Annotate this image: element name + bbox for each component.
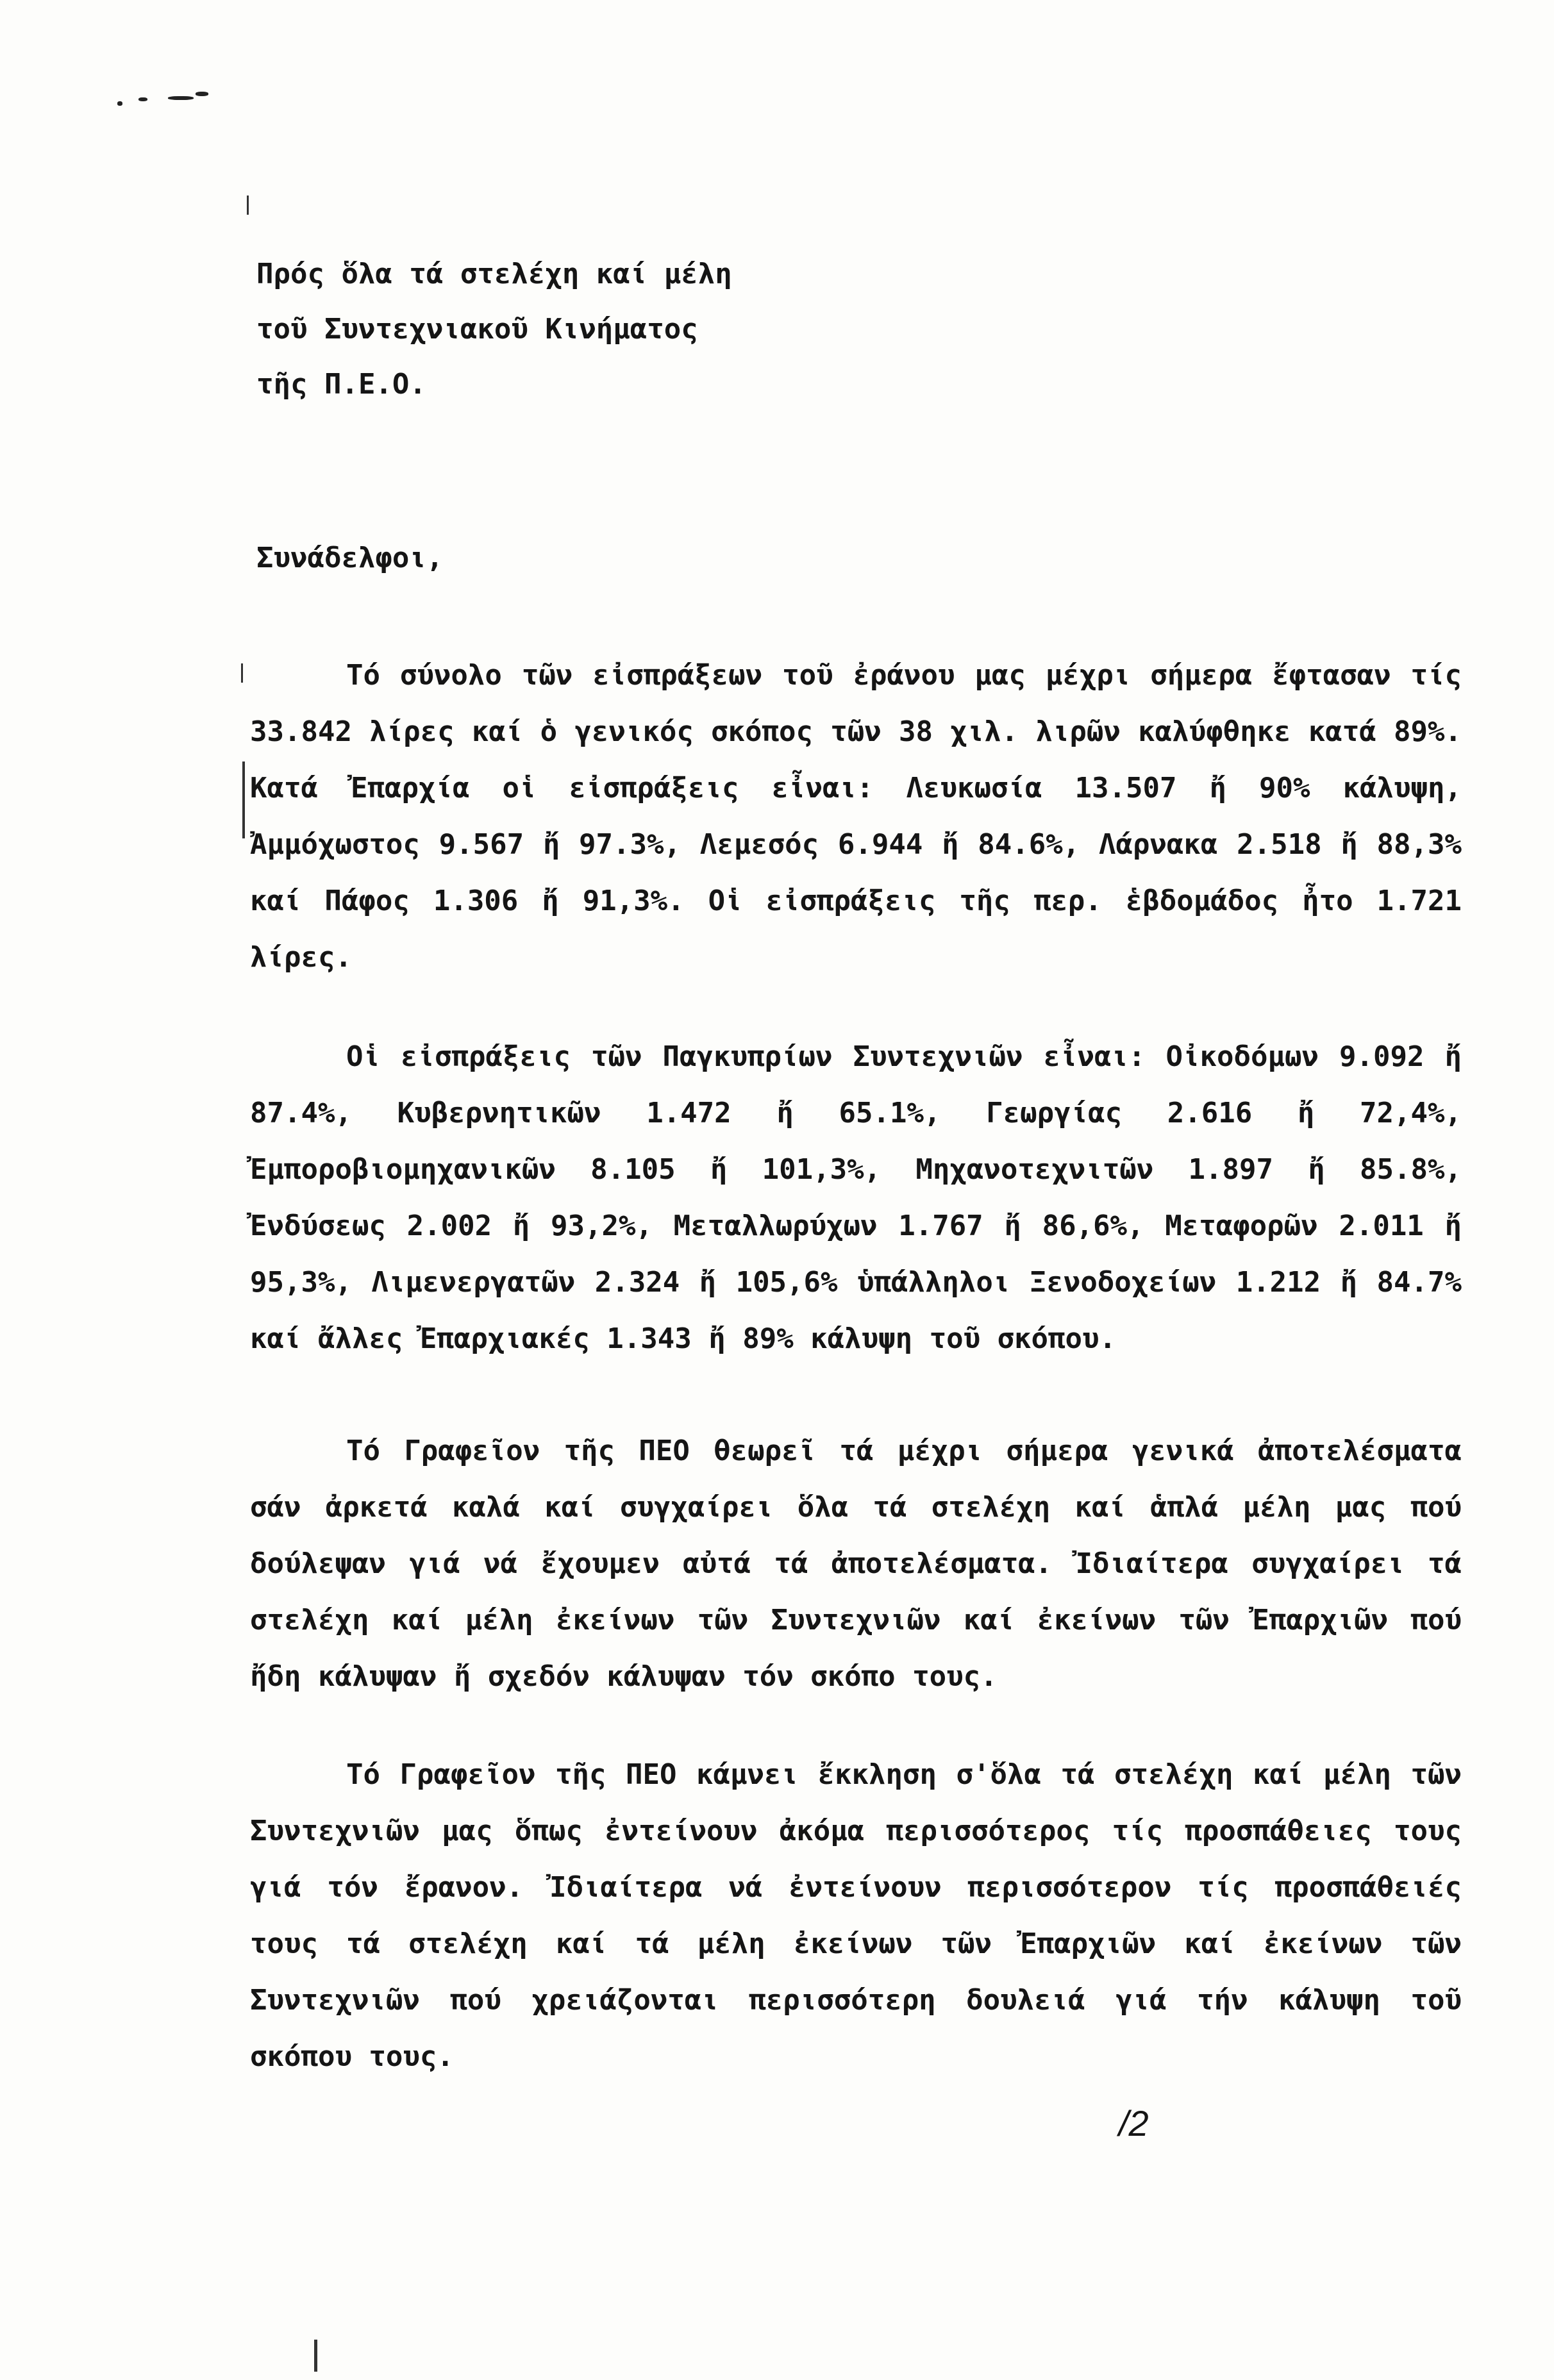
margin-mark — [242, 761, 245, 838]
address-line: τῆς Π.Ε.Ο. — [256, 368, 426, 401]
paragraph-congratulations: Τό Γραφεῖον τῆς ΠΕΟ θεωρεῖ τά μέχρι σήμερα γενικά ἀποτελέσματα σάν ἀρκετά καλά καί συγχαίρει ὅλα τά στελέχη καί ἁπλά μέλη μας πού δούλεψαν γιά νά ἔχουμεν αὐτά τά ἀποτελέσματα. Ἰδιαίτερα συγχαίρει τά στελέχη καί μέλη ἐκείνων τῶν Συντεχνιῶν καί ἐκείνων τῶν Ἐπαρχιῶν πού ἤδη κάλυψαν ἤ σχεδόν κάλυψαν τόν σκόπο τους. — [250, 1435, 1462, 1693]
salutation: Συνάδελφοι, — [256, 542, 444, 574]
paragraph-collections-by-district: Τό σύνολο τῶν εἰσπράξεων τοῦ ἐράνου μας μέχρι σήμερα ἔφτασαν τίς 33.842 λίρες καί ὁ γενικός σκόπος τῶν 38 χιλ. λιρῶν καλύφθηκε κατά 89%. Κατά Ἐπαρχία οἱ εἰσπράξεις εἶναι: Λευκωσία 13.507 ἤ 90% κάλυψη, Ἀμμόχωστος 9.567 ἤ 97.3%, Λεμεσός 6.944 ἤ 84.6%, Λάρνακα 2.518 ἤ 88,3% καί Πάφος 1.306 ἤ 91,3%. Οἱ εἰσπράξεις τῆς περ. ἑβδομάδος ἦτο 1.721 λίρες. — [250, 659, 1462, 974]
address-line: Πρός ὅλα τά στελέχη καί μέλη — [256, 258, 732, 290]
paragraph-appeal: Τό Γραφεῖον τῆς ΠΕΟ κάμνει ἔκκληση σ'ὅλα τά στελέχη καί μέλη τῶν Συντεχνιῶν μας ὅπως ἐντείνουν ἀκόμα περισσότερος τίς προσπάθειες τους γιά τόν ἔρανον. Ἰδιαίτερα νά ἐντείνουν περισσότερον τίς προσπάθειές τους τά στελέχη καί τά μέλη ἐκείνων τῶν Ἐπαρχιῶν καί ἐκείνων τῶν Συντεχνιῶν πού χρειάζονται περισσότερη δουλειά γιά τήν κάλυψη τοῦ σκόπου τους. — [250, 1758, 1462, 2073]
scan-speck — [138, 97, 147, 101]
margin-mark — [247, 196, 249, 215]
scan-speck — [196, 92, 208, 96]
scan-speck — [117, 101, 122, 106]
scan-speck — [168, 96, 194, 100]
margin-mark — [241, 663, 243, 683]
margin-mark — [314, 2340, 317, 2372]
address-line: τοῦ Συντεχνιακοῦ Κινήματος — [256, 313, 698, 345]
paragraph-collections-by-union: Οἱ εἰσπράξεις τῶν Παγκυπρίων Συντεχνιῶν εἶναι: Οἰκοδόμων 9.092 ἤ 87.4%, Κυβερνητικῶν 1.472 ἤ 65.1%, Γεωργίας 2.616 ἤ 72,4%, Ἐμποροβιομηχανικῶν 8.105 ἤ 101,3%, Μηχανοτεχνιτῶν 1.897 ἤ 85.8%, Ἐνδύσεως 2.002 ἤ 93,2%, Μεταλλωρύχων 1.767 ἤ 86,6%, Μεταφορῶν 2.011 ἤ 95,3%, Λιμενεργατῶν 2.324 ἤ 105,6% ὑπάλληλοι Ξενοδοχείων 1.212 ἤ 84.7% καί ἄλλες Ἐπαρχιακές 1.343 ἤ 89% κάλυψη τοῦ σκόπου. — [250, 1040, 1462, 1355]
recipient-address — [256, 247, 732, 412]
page-number: /2 — [1119, 2103, 1149, 2143]
